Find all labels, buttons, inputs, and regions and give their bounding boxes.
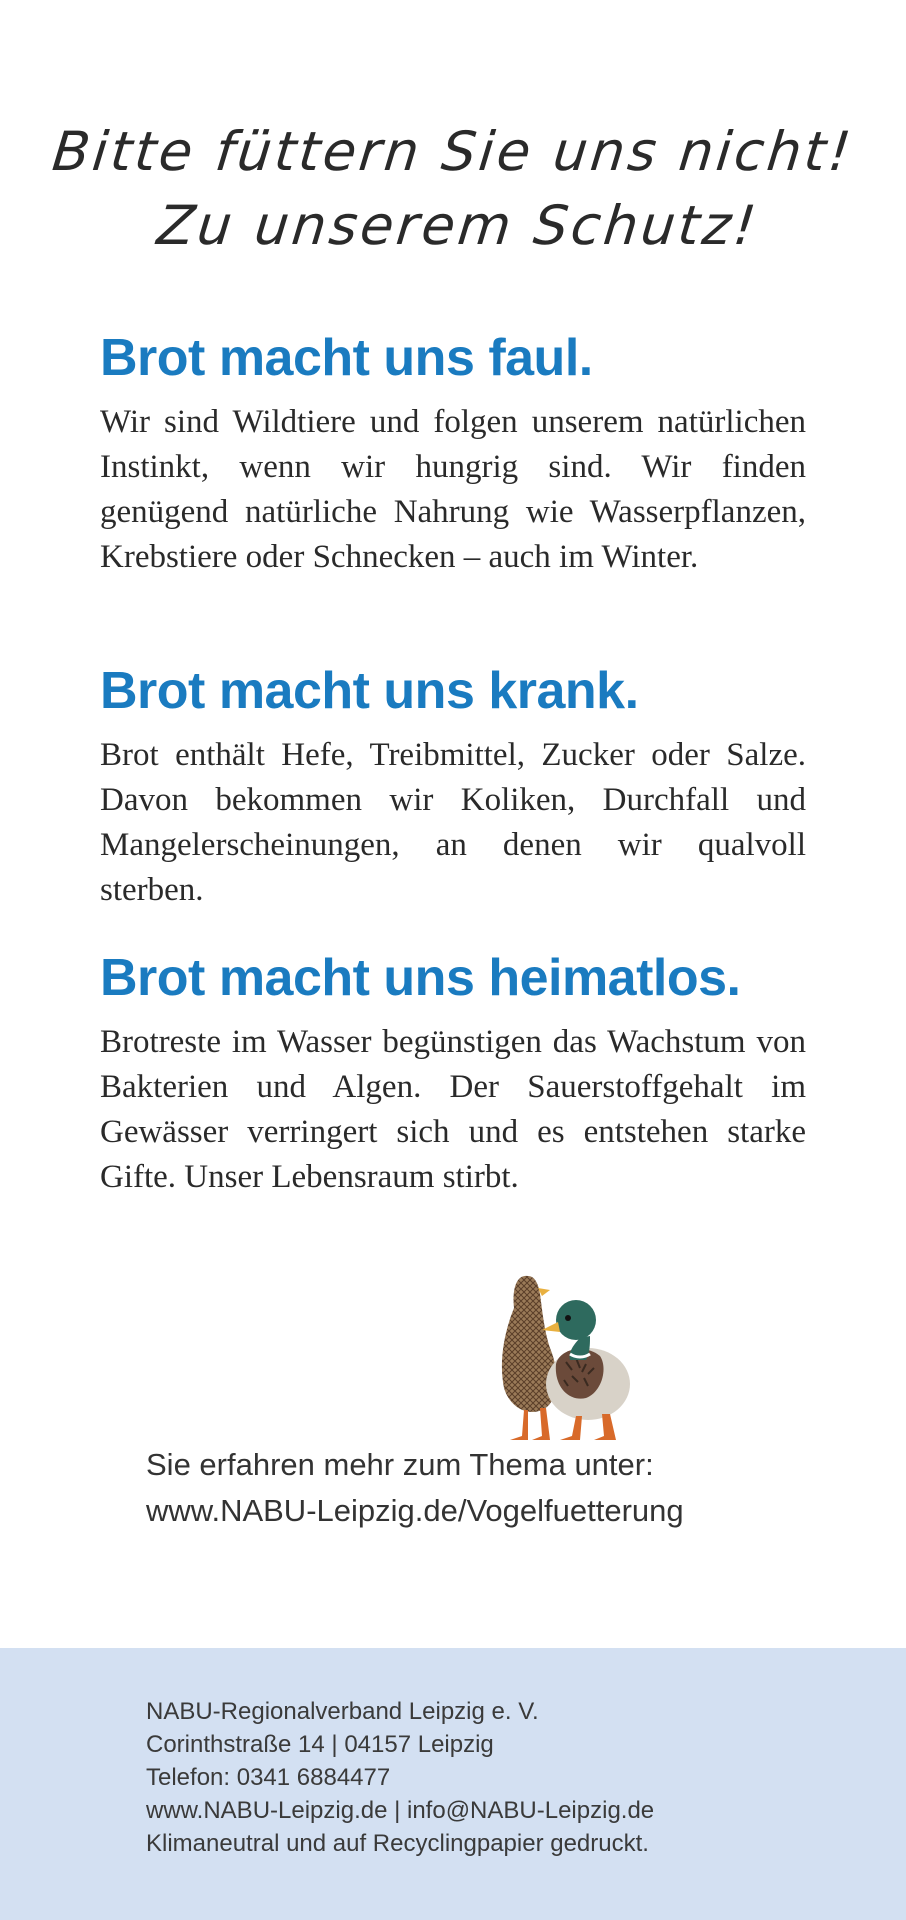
section-krank	[100, 659, 806, 913]
more-info-url[interactable]: www.NABU-Leipzig.de/Vogelfuetterung	[146, 1493, 684, 1528]
footer-phone: Telefon: 0341 6884477	[146, 1764, 391, 1791]
footer-address: Corinthstraße 14 | 04157 Leipzig	[146, 1731, 494, 1758]
section-heading: Brot macht uns heimatlos.	[100, 949, 741, 1007]
section-heading: Brot macht uns krank.	[100, 662, 639, 720]
footer-web-email[interactable]: www.NABU-Leipzig.de | info@NABU-Leipzig.de	[146, 1797, 655, 1824]
footer-contact	[146, 1695, 654, 1860]
more-info	[146, 1442, 684, 1534]
duck-illustration-icon	[476, 1268, 656, 1448]
duck-pair-illustration	[476, 1268, 656, 1448]
headline-line-2: Zu unserem Schutz!	[154, 194, 762, 257]
footer-print-note: Klimaneutral und auf Recyclingpapier gedruckt.	[146, 1830, 649, 1857]
section-faul	[100, 326, 806, 580]
footer-org-name: NABU-Regionalverband Leipzig e. V.	[146, 1698, 539, 1725]
section-body: Wir sind Wildtiere und folgen unserem natürlichen Instinkt, wenn wir hungrig sind. Wir finden genügend natürliche Nahrung wie Wasserpflanzen, Krebstiere oder Schnecken – auch im Winter.	[100, 404, 806, 575]
flyer-headline	[0, 115, 906, 263]
section-body: Brotreste im Wasser begünstigen das Wachstum von Bakterien und Algen. Der Sauerstoffgehalt im Gewässer verringert sich und es entstehen starke Gifte. Unser Lebensraum stirbt.	[100, 1024, 806, 1195]
section-heimatlos	[100, 946, 806, 1200]
footer	[0, 1648, 906, 1920]
more-info-intro: Sie erfahren mehr zum Thema unter:	[146, 1447, 654, 1482]
headline-line-1: Bitte füttern Sie uns nicht!	[49, 120, 857, 183]
section-heading: Brot macht uns faul.	[100, 329, 593, 387]
section-body: Brot enthält Hefe, Treibmittel, Zucker oder Salze. Davon bekommen wir Koliken, Durchfall und Mangelerscheinungen, an denen wir qualvoll sterben.	[100, 737, 806, 908]
